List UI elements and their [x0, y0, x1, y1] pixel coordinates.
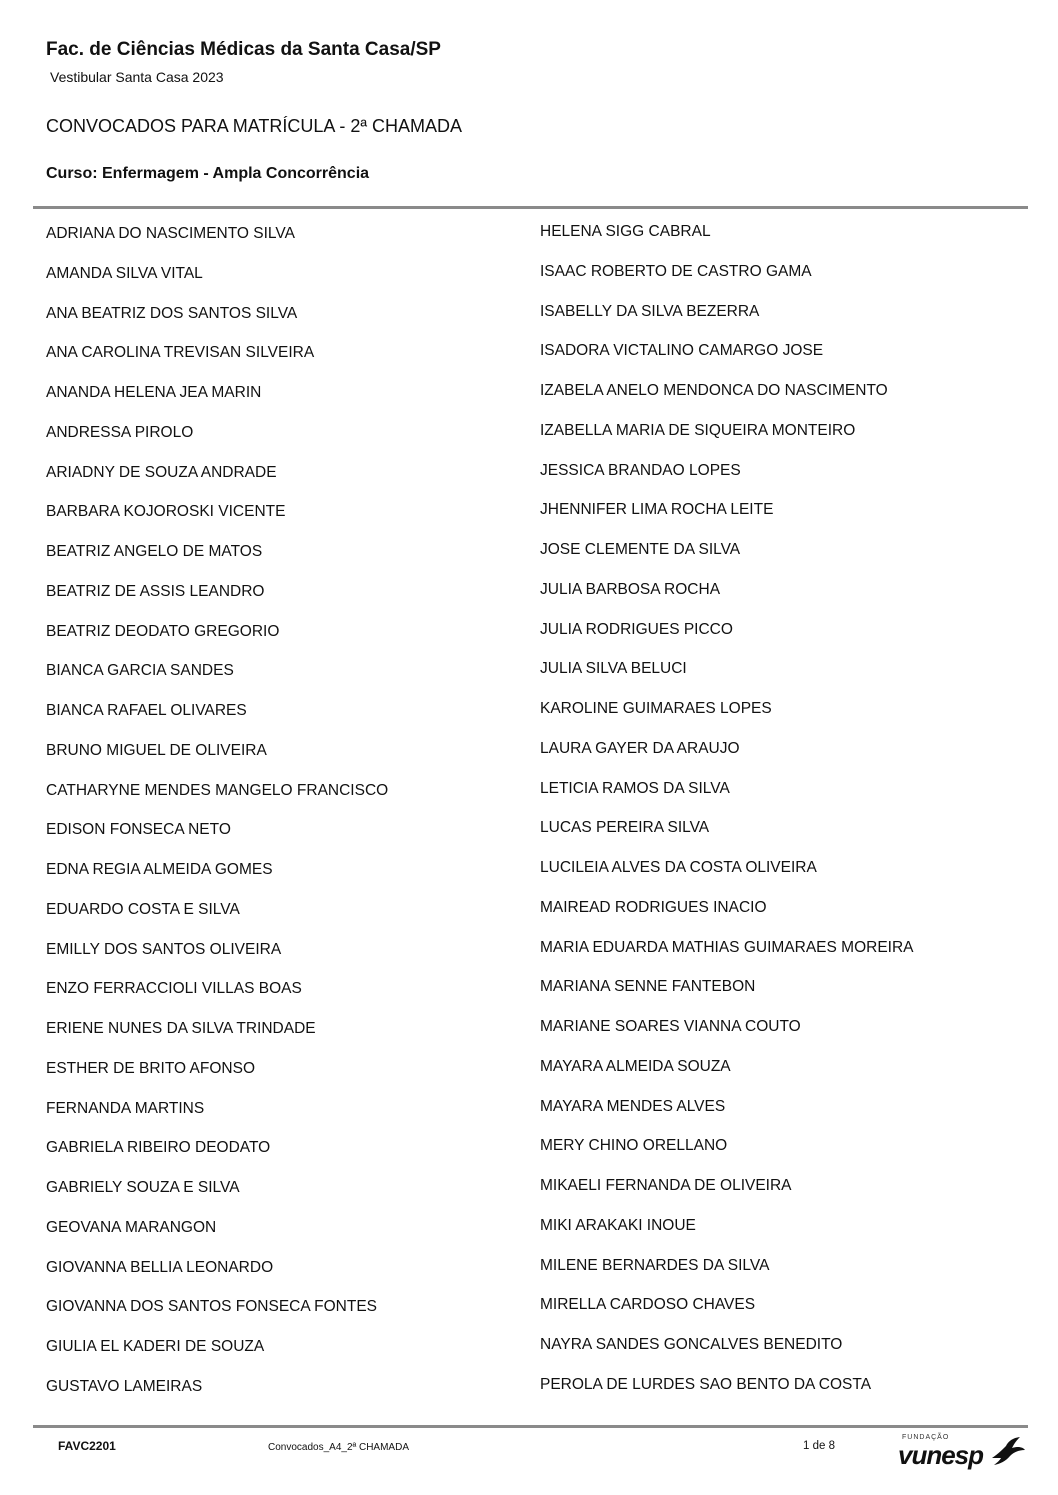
candidate-name: MAIREAD RODRIGUES INACIO — [540, 898, 767, 916]
candidate-name: EMILLY DOS SANTOS OLIVEIRA — [46, 940, 282, 958]
candidate-name: BEATRIZ ANGELO DE MATOS — [46, 543, 263, 560]
candidate-name: JHENNIFER LIMA ROCHA LEITE — [540, 501, 774, 519]
candidate-name: ISADORA VICTALINO CAMARGO JOSE — [540, 342, 824, 360]
candidate-name: MARIANA SENNE FANTEBON — [540, 978, 756, 996]
candidate-name: JESSICA BRANDAO LOPES — [540, 461, 741, 479]
page-title: CONVOCADOS PARA MATRÍCULA - 2ª CHAMADA — [46, 116, 463, 136]
candidate-name: BIANCA GARCIA SANDES — [46, 662, 234, 680]
candidate-name: LUCAS PEREIRA SILVA — [540, 819, 710, 837]
candidate-name: PEROLA DE LURDES SAO BENTO DA COSTA — [540, 1375, 872, 1393]
candidate-name: ADRIANA DO NASCIMENTO SILVA — [46, 225, 295, 242]
candidate-name: MIKI ARAKAKI INOUE — [540, 1216, 696, 1234]
candidate-name: EDUARDO COSTA E SILVA — [46, 900, 240, 918]
logo-wordmark: vunesp — [898, 1440, 984, 1470]
candidate-name: LUCILEIA ALVES DA COSTA OLIVEIRA — [540, 859, 817, 876]
candidate-name: GUSTAVO LAMEIRAS — [46, 1377, 203, 1395]
bottom-divider — [33, 1425, 1028, 1428]
institution-title: Fac. de Ciências Médicas da Santa Casa/SP — [46, 39, 441, 60]
candidate-name: ENZO FERRACCIOLI VILLAS BOAS — [46, 980, 302, 998]
candidate-name: JULIA RODRIGUES PICCO — [540, 620, 733, 638]
candidate-name: IZABELA ANELO MENDONCA DO NASCIMENTO — [540, 382, 888, 399]
candidate-name: FERNANDA MARTINS — [46, 1099, 205, 1117]
candidate-name: JULIA BARBOSA ROCHA — [540, 580, 721, 598]
candidate-name: BRUNO MIGUEL DE OLIVEIRA — [46, 741, 267, 759]
candidate-name: CATHARYNE MENDES MANGELO FRANCISCO — [46, 781, 389, 799]
candidate-name: MILENE BERNARDES DA SILVA — [540, 1256, 770, 1274]
candidate-name: ERIENE NUNES DA SILVA TRINDADE — [46, 1020, 316, 1037]
candidate-name: ANA BEATRIZ DOS SANTOS SILVA — [46, 304, 298, 322]
candidate-name: MARIA EDUARDA MATHIAS GUIMARAES MOREIRA — [540, 938, 914, 956]
candidate-name: JULIA SILVA BELUCI — [540, 660, 687, 678]
footer-document-name: Convocados_A4_2ª CHAMADA — [268, 1442, 409, 1453]
candidate-name: ARIADNY DE SOUZA ANDRADE — [46, 463, 277, 481]
vunesp-logo — [896, 1434, 1026, 1474]
candidate-name: BEATRIZ DEODATO GREGORIO — [46, 622, 280, 640]
top-divider — [33, 206, 1028, 209]
candidate-name: IZABELLA MARIA DE SIQUEIRA MONTEIRO — [540, 421, 856, 439]
candidate-name: ANA CAROLINA TREVISAN SILVEIRA — [46, 344, 315, 362]
exam-subtitle: Vestibular Santa Casa 2023 — [50, 69, 224, 85]
candidate-name: GIOVANNA DOS SANTOS FONSECA FONTES — [46, 1298, 378, 1316]
candidate-name: LAURA GAYER DA ARAUJO — [540, 739, 740, 757]
candidate-name: GABRIELY SOUZA E SILVA — [46, 1179, 240, 1196]
candidate-name: EDISON FONSECA NETO — [46, 821, 231, 839]
candidate-name: MERY CHINO ORELLANO — [540, 1137, 728, 1155]
candidate-name: BEATRIZ DE ASSIS LEANDRO — [46, 582, 265, 600]
candidate-name: MAYARA ALMEIDA SOUZA — [540, 1057, 731, 1075]
candidate-name: EDNA REGIA ALMEIDA GOMES — [46, 861, 273, 878]
candidate-name: MIRELLA CARDOSO CHAVES — [540, 1296, 756, 1314]
candidate-name: ANDRESSA PIROLO — [46, 423, 194, 441]
candidate-name: KAROLINE GUIMARAES LOPES — [540, 700, 772, 717]
candidate-name: GEOVANA MARANGON — [46, 1218, 217, 1236]
logo-small-text: FUNDAÇÃO — [902, 1434, 950, 1441]
candidate-name: BARBARA KOJOROSKI VICENTE — [46, 503, 286, 521]
footer-page-number: 1 de 8 — [803, 1440, 835, 1452]
candidate-name: ISABELLY DA SILVA BEZERRA — [540, 302, 760, 320]
candidate-name: NAYRA SANDES GONCALVES BENEDITO — [540, 1336, 843, 1353]
candidate-name: ANANDA HELENA JEA MARIN — [46, 384, 262, 401]
candidate-name: ESTHER DE BRITO AFONSO — [46, 1059, 256, 1077]
candidate-name: ISAAC ROBERTO DE CASTRO GAMA — [540, 262, 812, 280]
candidate-name: JOSE CLEMENTE DA SILVA — [540, 541, 741, 558]
footer-code: FAVC2201 — [58, 1439, 116, 1453]
candidate-name: AMANDA SILVA VITAL — [46, 264, 203, 282]
candidate-name: HELENA SIGG CABRAL — [540, 223, 711, 240]
candidate-name: GABRIELA RIBEIRO DEODATO — [46, 1139, 271, 1157]
course-heading: Curso: Enfermagem - Ampla Concorrência — [46, 165, 370, 182]
candidate-name: LETICIA RAMOS DA SILVA — [540, 779, 730, 797]
candidate-name: BIANCA RAFAEL OLIVARES — [46, 702, 247, 719]
candidate-name: GIOVANNA BELLIA LEONARDO — [46, 1258, 274, 1276]
bird-icon — [990, 1436, 1026, 1466]
candidate-name: MAYARA MENDES ALVES — [540, 1097, 726, 1115]
candidate-name: MIKAELI FERNANDA DE OLIVEIRA — [540, 1177, 792, 1194]
candidate-name: MARIANE SOARES VIANNA COUTO — [540, 1018, 801, 1035]
candidate-name: GIULIA EL KADERI DE SOUZA — [46, 1338, 265, 1355]
